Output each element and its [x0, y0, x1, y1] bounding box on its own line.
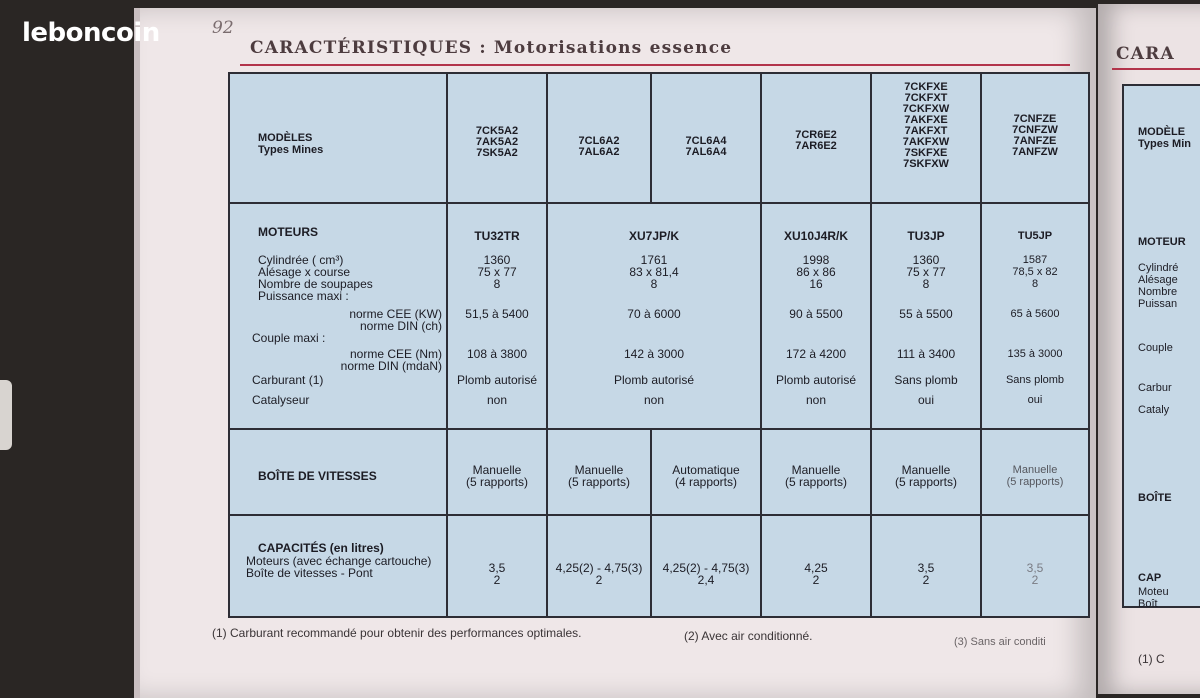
- engine-col-tu3jp: [872, 230, 980, 406]
- label-torque-din: norme DIN (mdaN): [340, 359, 442, 373]
- next-page-title: CARA: [1116, 44, 1175, 64]
- next-page-rule: [1112, 68, 1200, 70]
- engine-labels: [246, 254, 442, 406]
- engine-col-tu32tr: [448, 230, 546, 406]
- manual-page: [134, 8, 1096, 698]
- engine-power: 55 à 5500: [899, 307, 953, 321]
- engine-displacement: 1761: [640, 253, 668, 267]
- engine-power: 90 à 5500: [789, 307, 843, 321]
- gearbox-col-2: Manuelle (5 rapports): [567, 463, 631, 489]
- row-header-models: MODÈLES: [258, 132, 313, 144]
- engine-torque: 172 à 4200: [785, 347, 847, 361]
- capacity-col-6: 3,5 2: [1026, 561, 1044, 587]
- engine-valves: 8: [1031, 278, 1039, 290]
- specs-table: [228, 72, 1090, 618]
- model-col-4: 7CR6E2 7AR6E2: [795, 129, 837, 152]
- next-page-table: MODÈLE Types Min MOTEUR Cylindré Alésage Nombre Puissan Couple Carbur Cataly BOÎTE CAP Moteu Boît: [1122, 84, 1200, 608]
- label-engine-capacity: Moteurs (avec échange cartouche): [246, 554, 432, 568]
- label-catalyst: Catalyseur: [252, 393, 310, 407]
- engine-valves: 8: [493, 277, 501, 291]
- label-torque-cee: norme CEE (Nm): [349, 347, 442, 361]
- row-header-capacities: CAPACITÉS (en litres): [258, 541, 384, 555]
- page-number: 92: [212, 18, 234, 38]
- title-rule: [240, 64, 1070, 66]
- engine-name: TU3JP: [907, 229, 945, 243]
- engine-col-xu10j4r: [762, 230, 870, 406]
- engine-bore-stroke: 75 x 77: [477, 265, 517, 279]
- next-page-footnote: (1) C: [1138, 652, 1165, 666]
- engine-fuel: Sans plomb: [894, 373, 958, 387]
- gearbox-col-6: Manuelle (5 rapports): [1006, 464, 1064, 488]
- label-power-cee: norme CEE (KW): [349, 307, 442, 321]
- engine-valves: 16: [809, 277, 823, 291]
- engine-col-xu7jp: [548, 230, 760, 406]
- engine-power: 70 à 6000: [627, 307, 681, 321]
- engine-displacement: 1360: [483, 253, 511, 267]
- engine-catalyst: non: [486, 393, 508, 407]
- engine-torque: 135 à 3000: [1007, 348, 1063, 360]
- engine-name: TU5JP: [1017, 230, 1053, 242]
- engine-torque: 111 à 3400: [896, 347, 956, 361]
- engine-fuel: Plomb autorisé: [613, 373, 695, 387]
- engine-displacement: 1587: [1022, 254, 1048, 266]
- model-col-1: 7CK5A2 7AK5A2 7SK5A2: [475, 125, 519, 159]
- engine-catalyst: oui: [917, 393, 934, 407]
- footnote-3: (3) Sans air conditi: [954, 636, 1046, 648]
- engine-catalyst: non: [805, 393, 827, 407]
- engine-power: 65 à 5600: [1010, 308, 1060, 320]
- engine-name: XU7JP/K: [628, 229, 680, 243]
- capacity-col-5: 3,5 2: [917, 561, 935, 587]
- label-max-torque: Couple maxi :: [252, 331, 326, 345]
- footnote-1: (1) Carburant recommandé pour obtenir des performances optimales.: [212, 626, 582, 640]
- engine-bore-stroke: 78,5 x 82: [1012, 266, 1058, 278]
- engine-catalyst: oui: [1027, 394, 1043, 406]
- footnote-2: (2) Avec air conditionné.: [684, 629, 813, 643]
- engine-torque: 108 à 3800: [466, 347, 528, 361]
- gearbox-col-1: Manuelle (5 rapports): [465, 463, 529, 489]
- capacity-col-1: 3,5 2: [488, 561, 506, 587]
- engine-valves: 8: [650, 277, 658, 291]
- capacity-col-2: 4,25(2) - 4,75(3) 2: [555, 561, 643, 587]
- page-title: CARACTÉRISTIQUES : Motorisations essence: [250, 38, 733, 58]
- label-power-din: norme DIN (ch): [359, 319, 442, 333]
- model-col-3: 7CL6A4 7AL6A4: [685, 135, 727, 158]
- watermark-logo: leboncoin: [22, 18, 160, 48]
- label-max-power: Puissance maxi :: [258, 289, 349, 303]
- engine-valves: 8: [922, 277, 930, 291]
- row-header-gearbox: BOÎTE DE VITESSES: [258, 469, 377, 483]
- label-valves: Nombre de soupapes: [258, 277, 373, 291]
- engine-power: 51,5 à 5400: [465, 307, 529, 321]
- engine-bore-stroke: 86 x 86: [796, 265, 836, 279]
- model-col-6: 7CNFZE 7CNFZW 7ANFZE 7ANFZW: [1012, 113, 1058, 158]
- capacity-col-4: 4,25 2: [804, 561, 828, 587]
- label-bore-stroke: Alésage x course: [258, 265, 351, 279]
- engine-catalyst: non: [643, 393, 665, 407]
- engine-displacement: 1360: [912, 253, 940, 267]
- gearbox-col-3: Automatique (4 rapports): [672, 463, 740, 489]
- engine-bore-stroke: 83 x 81,4: [629, 265, 679, 279]
- engine-fuel: Plomb autorisé: [775, 373, 857, 387]
- engine-fuel: Sans plomb: [1005, 374, 1065, 386]
- model-col-5: 7CKFXE 7CKFXT 7CKFXW 7AKFXE 7AKFXT 7AKFXW 7SKFXE 7SKFXW: [902, 81, 950, 170]
- engine-torque: 142 à 3000: [623, 347, 685, 361]
- engine-name: XU10J4R/K: [783, 229, 849, 243]
- label-fuel: Carburant (1): [252, 373, 324, 387]
- label-displacement: Cylindrée ( cm³): [258, 253, 344, 267]
- next-page: [1098, 4, 1200, 694]
- engine-fuel: Plomb autorisé: [456, 373, 538, 387]
- label-gearbox-capacity: Boîte de vitesses - Pont: [246, 566, 373, 580]
- gearbox-col-4: Manuelle (5 rapports): [784, 463, 848, 489]
- background-object: [0, 380, 12, 450]
- row-header-engines: MOTEURS: [258, 225, 318, 239]
- engine-displacement: 1998: [802, 253, 830, 267]
- engine-bore-stroke: 75 x 77: [906, 265, 946, 279]
- row-header-types-mines: Types Mines: [258, 144, 324, 156]
- model-col-2: 7CL6A2 7AL6A2: [578, 135, 620, 158]
- gearbox-col-5: Manuelle (5 rapports): [894, 463, 958, 489]
- engine-col-tu5jp: [982, 230, 1088, 406]
- capacity-col-3: 4,25(2) - 4,75(3) 2,4: [662, 561, 750, 587]
- engine-name: TU32TR: [474, 229, 520, 243]
